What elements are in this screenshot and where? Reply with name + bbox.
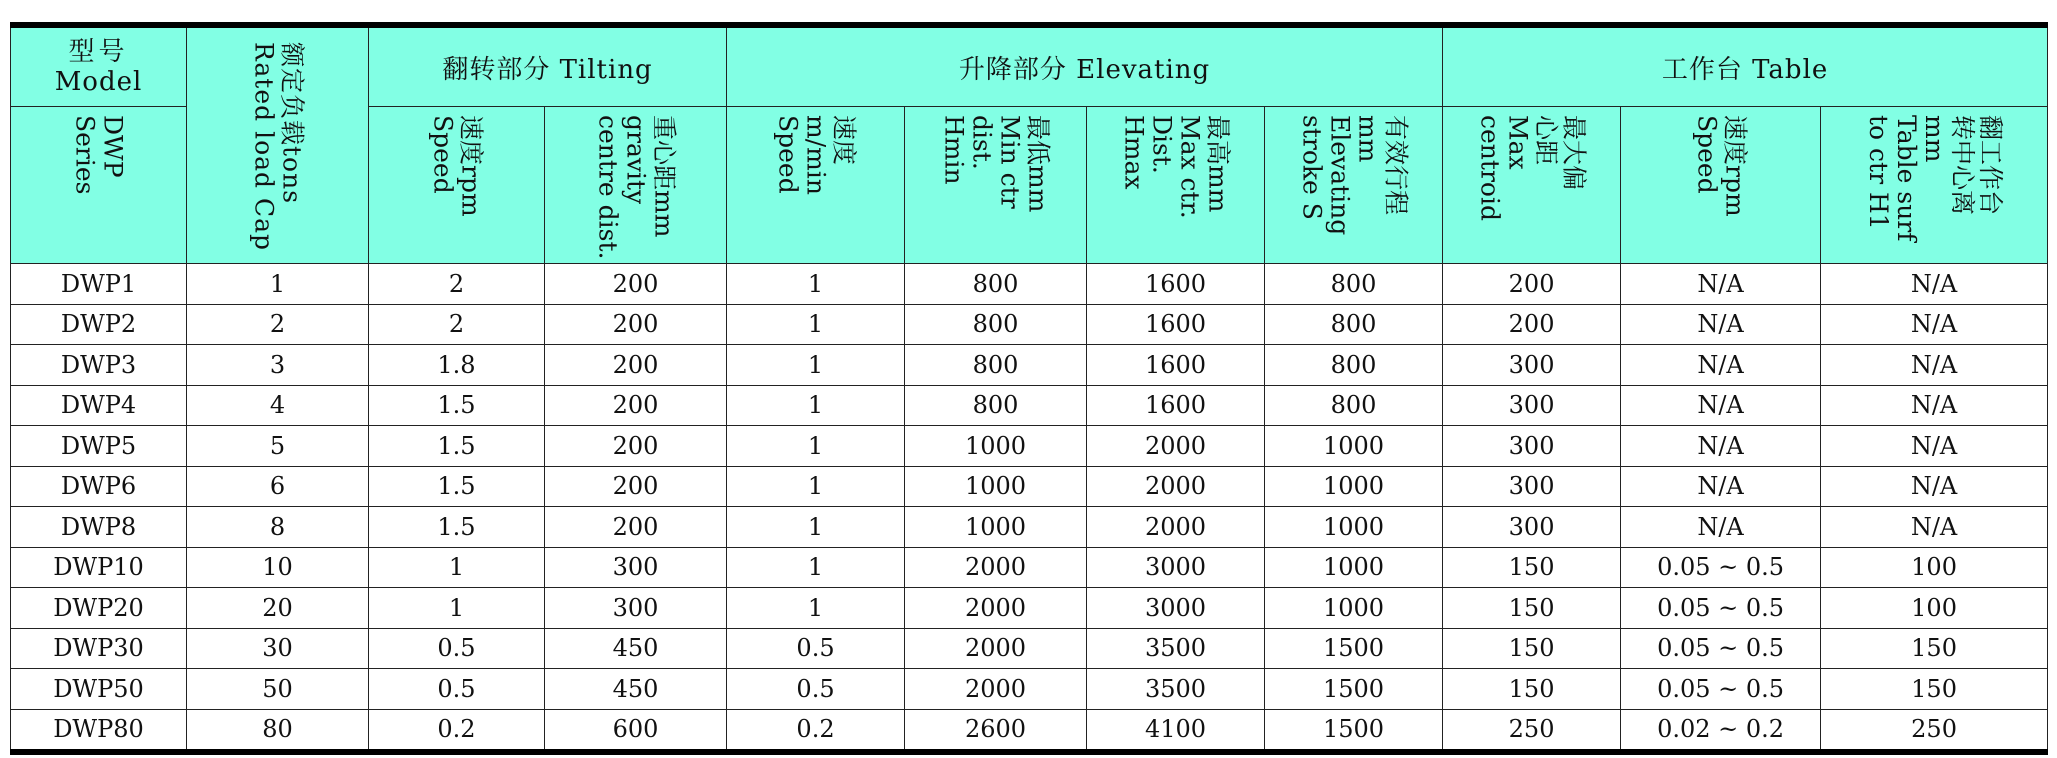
table-speed-cell: 0.05 ~ 0.5 [1621, 547, 1821, 588]
elevating-speed-cell: 1 [727, 588, 905, 629]
elevating-hmin-cell: 2000 [905, 628, 1087, 669]
table-speed-cell: N/A [1621, 385, 1821, 426]
tilting-speed-header [369, 107, 545, 264]
model-cell: DWP3 [11, 345, 187, 386]
table-h1-cell: 100 [1821, 588, 2048, 629]
model-header-en: Model [54, 67, 143, 97]
elevating-stroke-cell: 1000 [1265, 426, 1443, 467]
elevating-stroke-cell: 800 [1265, 385, 1443, 426]
table-row [11, 385, 2048, 426]
elevating-hmin-cell: 1000 [905, 507, 1087, 548]
table-row [11, 709, 2048, 752]
elevating-group-header: 升降部分 Elevating [727, 25, 1443, 107]
table-h1-cell: N/A [1821, 345, 2048, 386]
rated-load-cell: 50 [187, 669, 369, 710]
table-h1-cell: N/A [1821, 466, 2048, 507]
table-speed-header [1621, 107, 1821, 264]
rated-load-cell: 30 [187, 628, 369, 669]
elevating-hmax-cell: 1600 [1087, 385, 1265, 426]
spec-table [10, 22, 2048, 755]
tilting-gravity-label: 重心距mm gravity centre dist. [593, 115, 679, 260]
tilting-speed-cell: 1.5 [369, 507, 545, 548]
tilting-speed-cell: 0.2 [369, 709, 545, 752]
elevating-hmax-cell: 1600 [1087, 345, 1265, 386]
table-centroid-cell: 150 [1443, 588, 1621, 629]
rated-load-cell: 5 [187, 426, 369, 467]
elevating-hmax-cell: 2000 [1087, 426, 1265, 467]
tilting-gravity-cell: 200 [545, 466, 727, 507]
tilting-speed-cell: 2 [369, 264, 545, 305]
elevating-speed-cell: 1 [727, 426, 905, 467]
table-speed-cell: N/A [1621, 264, 1821, 305]
table-h1-cell: N/A [1821, 426, 2048, 467]
elevating-hmax-cell: 2000 [1087, 466, 1265, 507]
tilting-gravity-cell: 300 [545, 588, 727, 629]
tilting-gravity-cell: 200 [545, 264, 727, 305]
table-speed-cell: 0.02 ~ 0.2 [1621, 709, 1821, 752]
table-centroid-cell: 200 [1443, 304, 1621, 345]
table-h1-cell: N/A [1821, 304, 2048, 345]
table-centroid-cell: 150 [1443, 669, 1621, 710]
elevating-speed-cell: 1 [727, 345, 905, 386]
tilting-gravity-cell: 300 [545, 547, 727, 588]
table-speed-cell: 0.05 ~ 0.5 [1621, 669, 1821, 710]
rated-load-label: 额定负载tons Rated load Cap [249, 42, 307, 252]
elevating-hmin-cell: 800 [905, 304, 1087, 345]
table-speed-cell: N/A [1621, 426, 1821, 467]
table-centroid-cell: 150 [1443, 628, 1621, 669]
elevating-hmax-label: 最高mm Max ctr. Dist. Hmax [1119, 115, 1233, 219]
elevating-speed-cell: 0.5 [727, 669, 905, 710]
table-row [11, 345, 2048, 386]
table-speed-cell: 0.05 ~ 0.5 [1621, 588, 1821, 629]
table-speed-cell: N/A [1621, 304, 1821, 345]
table-h1-label: 翻工作台 转中心离 mm Table surf to ctr H1 [1864, 115, 2006, 242]
elevating-stroke-cell: 800 [1265, 345, 1443, 386]
table-row [11, 669, 2048, 710]
table-row [11, 264, 2048, 305]
rated-load-header [187, 25, 369, 264]
table-row [11, 507, 2048, 548]
elevating-hmin-header [905, 107, 1087, 264]
tilting-gravity-cell: 200 [545, 507, 727, 548]
elevating-hmax-cell: 1600 [1087, 304, 1265, 345]
elevating-speed-cell: 1 [727, 507, 905, 548]
model-series-label: DWP Series [70, 115, 128, 195]
tilting-speed-label: 速度rpm Speed [428, 115, 486, 217]
elevating-hmin-cell: 1000 [905, 466, 1087, 507]
table-h1-cell: 250 [1821, 709, 2048, 752]
tilting-gravity-header [545, 107, 727, 264]
elevating-stroke-cell: 1500 [1265, 669, 1443, 710]
table-speed-cell: 0.05 ~ 0.5 [1621, 628, 1821, 669]
tilting-speed-cell: 2 [369, 304, 545, 345]
table-centroid-cell: 300 [1443, 466, 1621, 507]
elevating-speed-cell: 1 [727, 547, 905, 588]
rated-load-cell: 20 [187, 588, 369, 629]
tilting-gravity-cell: 200 [545, 385, 727, 426]
rated-load-cell: 1 [187, 264, 369, 305]
table-h1-cell: N/A [1821, 264, 2048, 305]
elevating-stroke-label: 有效行程 mm Elevating stroke S [1297, 115, 1411, 236]
table-row [11, 466, 2048, 507]
table-centroid-cell: 250 [1443, 709, 1621, 752]
elevating-hmax-cell: 3500 [1087, 669, 1265, 710]
model-cell: DWP20 [11, 588, 187, 629]
tilting-gravity-cell: 450 [545, 628, 727, 669]
table-speed-cell: N/A [1621, 466, 1821, 507]
elevating-hmin-cell: 2000 [905, 588, 1087, 629]
model-cell: DWP4 [11, 385, 187, 426]
elevating-stroke-cell: 1500 [1265, 709, 1443, 752]
elevating-hmax-cell: 3000 [1087, 547, 1265, 588]
tilting-gravity-cell: 600 [545, 709, 727, 752]
elevating-stroke-cell: 800 [1265, 264, 1443, 305]
elevating-stroke-cell: 1000 [1265, 507, 1443, 548]
tilting-speed-cell: 0.5 [369, 628, 545, 669]
elevating-speed-cell: 0.2 [727, 709, 905, 752]
elevating-hmin-cell: 800 [905, 345, 1087, 386]
elevating-speed-label: 速度 m/min Speed [773, 115, 859, 195]
table-row [11, 304, 2048, 345]
table-row [11, 588, 2048, 629]
elevating-hmin-cell: 2000 [905, 669, 1087, 710]
tilting-gravity-cell: 450 [545, 669, 727, 710]
table-centroid-cell: 150 [1443, 547, 1621, 588]
elevating-speed-cell: 1 [727, 264, 905, 305]
table-speed-label: 速度rpm Speed [1692, 115, 1750, 217]
rated-load-cell: 4 [187, 385, 369, 426]
elevating-hmin-cell: 800 [905, 385, 1087, 426]
table-speed-cell: N/A [1621, 507, 1821, 548]
elevating-stroke-header [1265, 107, 1443, 264]
elevating-speed-cell: 1 [727, 304, 905, 345]
model-series-header [11, 107, 187, 264]
table-row [11, 426, 2048, 467]
elevating-hmax-cell: 1600 [1087, 264, 1265, 305]
table-centroid-cell: 300 [1443, 345, 1621, 386]
model-cell: DWP6 [11, 466, 187, 507]
table-h1-header [1821, 107, 2048, 264]
table-h1-cell: N/A [1821, 385, 2048, 426]
tilting-speed-cell: 1.5 [369, 385, 545, 426]
elevating-hmin-cell: 800 [905, 264, 1087, 305]
table-centroid-cell: 300 [1443, 507, 1621, 548]
elevating-hmax-cell: 3500 [1087, 628, 1265, 669]
elevating-speed-header [727, 107, 905, 264]
rated-load-cell: 3 [187, 345, 369, 386]
model-cell: DWP50 [11, 669, 187, 710]
elevating-stroke-cell: 1000 [1265, 466, 1443, 507]
elevating-hmax-header [1087, 107, 1265, 264]
model-cell: DWP80 [11, 709, 187, 752]
table-centroid-header [1443, 107, 1621, 264]
elevating-hmax-cell: 2000 [1087, 507, 1265, 548]
table-row [11, 547, 2048, 588]
tilting-speed-cell: 0.5 [369, 669, 545, 710]
table-centroid-label: 最大偏 心距 Max centroid [1475, 115, 1589, 221]
elevating-hmin-cell: 1000 [905, 426, 1087, 467]
model-cell: DWP2 [11, 304, 187, 345]
table-row [11, 628, 2048, 669]
table-centroid-cell: 200 [1443, 264, 1621, 305]
model-header-cn: 型号 [68, 37, 129, 67]
model-header [11, 25, 187, 107]
tilting-speed-cell: 1.5 [369, 426, 545, 467]
elevating-hmax-cell: 3000 [1087, 588, 1265, 629]
tilting-speed-cell: 1.8 [369, 345, 545, 386]
elevating-hmax-cell: 4100 [1087, 709, 1265, 752]
rated-load-cell: 6 [187, 466, 369, 507]
elevating-hmin-label: 最低mm Min ctr dist. Hmin [939, 115, 1053, 213]
elevating-speed-cell: 1 [727, 385, 905, 426]
rated-load-cell: 2 [187, 304, 369, 345]
tilting-gravity-cell: 200 [545, 345, 727, 386]
elevating-speed-cell: 0.5 [727, 628, 905, 669]
table-h1-cell: 150 [1821, 669, 2048, 710]
tilting-speed-cell: 1.5 [369, 466, 545, 507]
table-group-header: 工作台 Table [1443, 25, 2048, 107]
elevating-stroke-cell: 1500 [1265, 628, 1443, 669]
table-h1-cell: N/A [1821, 507, 2048, 548]
tilting-group-header: 翻转部分 Tilting [369, 25, 727, 107]
tilting-gravity-cell: 200 [545, 426, 727, 467]
spec-table-body [11, 264, 2048, 753]
model-cell: DWP8 [11, 507, 187, 548]
tilting-speed-cell: 1 [369, 588, 545, 629]
elevating-hmin-cell: 2000 [905, 547, 1087, 588]
table-h1-cell: 150 [1821, 628, 2048, 669]
rated-load-cell: 10 [187, 547, 369, 588]
elevating-stroke-cell: 1000 [1265, 547, 1443, 588]
model-cell: DWP30 [11, 628, 187, 669]
rated-load-cell: 8 [187, 507, 369, 548]
elevating-stroke-cell: 800 [1265, 304, 1443, 345]
table-speed-cell: N/A [1621, 345, 1821, 386]
tilting-gravity-cell: 200 [545, 304, 727, 345]
elevating-speed-cell: 1 [727, 466, 905, 507]
tilting-speed-cell: 1 [369, 547, 545, 588]
model-cell: DWP10 [11, 547, 187, 588]
table-centroid-cell: 300 [1443, 426, 1621, 467]
header-group-row [11, 25, 2048, 107]
elevating-stroke-cell: 1000 [1265, 588, 1443, 629]
model-cell: DWP1 [11, 264, 187, 305]
model-cell: DWP5 [11, 426, 187, 467]
rated-load-cell: 80 [187, 709, 369, 752]
table-h1-cell: 100 [1821, 547, 2048, 588]
table-centroid-cell: 300 [1443, 385, 1621, 426]
elevating-hmin-cell: 2600 [905, 709, 1087, 752]
